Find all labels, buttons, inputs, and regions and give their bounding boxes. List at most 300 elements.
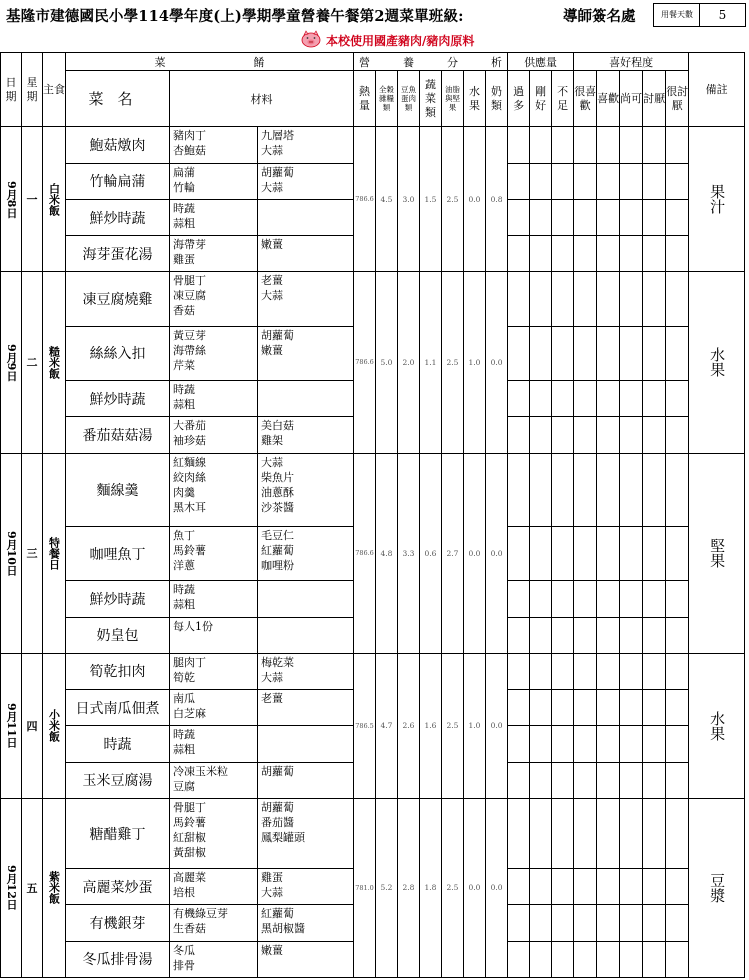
nutrition-protein: 3.3 — [398, 453, 420, 653]
preference-rating-cell[interactable] — [666, 199, 689, 235]
preference-rating-cell[interactable] — [643, 199, 666, 235]
preference-rating-cell[interactable] — [643, 762, 666, 798]
preference-rating-cell[interactable] — [643, 798, 666, 868]
weekday-cell: 五 — [22, 798, 43, 977]
dish-name: 奶皇包 — [66, 617, 170, 653]
menu-table — [0, 52, 745, 978]
preference-rating-cell[interactable] — [597, 653, 620, 689]
preference-rating-cell[interactable] — [574, 127, 597, 163]
ingredient: 蒜粗 — [173, 598, 195, 612]
ingredient: 蒜粗 — [173, 216, 195, 230]
ingredient-cell — [170, 690, 258, 726]
meal-count-label: 用餐天數 — [653, 3, 700, 27]
preference-rating-cell[interactable] — [666, 869, 689, 905]
ingredient: 紅蘿蔔 — [261, 907, 294, 921]
preference-rating-cell[interactable] — [643, 272, 666, 326]
ingredient: 胡蘿蔔 — [261, 328, 294, 342]
supply-rating-cell[interactable] — [508, 127, 530, 163]
nutrition-dairy: 0.0 — [486, 272, 508, 453]
ingredient: 馬鈴薯 — [173, 815, 206, 829]
preference-rating-cell[interactable] — [643, 381, 666, 417]
remark-cell: 水果 — [689, 272, 745, 453]
preference-rating-cell[interactable] — [666, 163, 689, 199]
header-menu-group: 菜 餚 — [66, 53, 354, 71]
preference-rating-cell[interactable] — [666, 798, 689, 868]
ingredient-cell — [258, 941, 354, 977]
supply-rating-cell[interactable] — [552, 726, 574, 762]
ingredient: 番茄醬 — [261, 815, 294, 829]
supply-rating-cell[interactable] — [530, 798, 552, 868]
preference-rating-cell[interactable] — [643, 163, 666, 199]
ingredient: 油蔥酥 — [261, 485, 294, 499]
preference-rating-cell[interactable] — [574, 869, 597, 905]
ingredient: 海帶絲 — [173, 343, 206, 357]
preference-rating-cell[interactable] — [574, 581, 597, 617]
supply-rating-cell[interactable] — [508, 869, 530, 905]
ingredient: 沙茶醬 — [261, 500, 294, 514]
supply-rating-cell[interactable] — [530, 690, 552, 726]
ingredient: 九層塔 — [261, 129, 294, 143]
supply-rating-cell[interactable] — [508, 527, 530, 581]
supply-rating-cell[interactable] — [508, 199, 530, 235]
date-cell: 9月10日 — [1, 453, 22, 653]
date-cell: 9月12日 — [1, 798, 22, 977]
weekday-cell: 三 — [22, 453, 43, 653]
date-cell: 9月9日 — [1, 272, 22, 453]
supply-rating-cell[interactable] — [530, 869, 552, 905]
preference-rating-cell[interactable] — [666, 127, 689, 163]
supply-rating-cell[interactable] — [552, 236, 574, 272]
supply-rating-cell[interactable] — [508, 941, 530, 977]
staple-cell: 小米飯 — [43, 653, 66, 798]
supply-rating-cell[interactable] — [508, 163, 530, 199]
preference-rating-cell[interactable] — [643, 127, 666, 163]
preference-rating-cell[interactable] — [597, 199, 620, 235]
supply-rating-cell[interactable] — [530, 617, 552, 653]
preference-rating-cell[interactable] — [643, 417, 666, 453]
ingredient: 南瓜 — [173, 692, 195, 706]
supply-rating-cell[interactable] — [552, 272, 574, 326]
preference-rating-cell[interactable] — [597, 905, 620, 941]
preference-rating-cell[interactable] — [597, 869, 620, 905]
preference-rating-cell[interactable] — [666, 762, 689, 798]
ingredient: 魚丁 — [173, 529, 195, 543]
weekday-cell: 二 — [22, 272, 43, 453]
supply-rating-cell[interactable] — [530, 381, 552, 417]
ingredient-cell — [170, 726, 258, 762]
preference-rating-cell[interactable] — [620, 381, 643, 417]
nutrition-dairy: 0.0 — [486, 453, 508, 653]
supply-rating-cell[interactable] — [552, 417, 574, 453]
menu-row — [1, 272, 745, 326]
teacher-signature-label: 導師簽名處 — [563, 8, 636, 25]
ingredient: 咖哩粉 — [261, 559, 294, 573]
preference-rating-cell[interactable] — [620, 272, 643, 326]
supply-rating-cell[interactable] — [508, 381, 530, 417]
nutrition-protein: 2.8 — [398, 798, 420, 977]
preference-rating-cell[interactable] — [643, 869, 666, 905]
ingredient-cell — [170, 199, 258, 235]
preference-rating-cell[interactable] — [597, 236, 620, 272]
preference-rating-cell[interactable] — [666, 381, 689, 417]
supply-rating-cell[interactable] — [530, 127, 552, 163]
header-grains: 全穀雜糧類 — [376, 71, 398, 127]
ingredient: 雞蛋 — [261, 871, 283, 885]
preference-rating-cell[interactable] — [597, 326, 620, 380]
menu-title: 基隆市建德國民小學114學年度(上)學期學童營養午餐第2週菜單班級: — [6, 8, 464, 25]
ingredient-cell — [170, 798, 258, 868]
ingredient-cell — [258, 453, 354, 526]
ingredient-cell — [258, 581, 354, 617]
preference-rating-cell[interactable] — [574, 653, 597, 689]
ingredient: 黃甜椒 — [173, 845, 206, 859]
dish-name: 麵線羹 — [66, 453, 170, 526]
preference-rating-cell[interactable] — [620, 941, 643, 977]
weekday-cell: 四 — [22, 653, 43, 798]
header-date: 日期 — [1, 53, 22, 127]
preference-rating-cell[interactable] — [574, 453, 597, 526]
preference-rating-cell[interactable] — [666, 690, 689, 726]
ingredient: 時蔬 — [173, 201, 195, 215]
preference-rating-cell[interactable] — [643, 941, 666, 977]
preference-rating-cell[interactable] — [643, 236, 666, 272]
supply-rating-cell[interactable] — [552, 617, 574, 653]
supply-rating-cell[interactable] — [508, 726, 530, 762]
preference-rating-cell[interactable] — [643, 905, 666, 941]
preference-rating-cell[interactable] — [620, 163, 643, 199]
preference-rating-cell[interactable] — [597, 417, 620, 453]
supply-rating-cell[interactable] — [552, 653, 574, 689]
ingredient: 杏鮑菇 — [173, 144, 206, 158]
supply-rating-cell[interactable] — [530, 581, 552, 617]
nutrition-calories: 786.6 — [354, 127, 376, 272]
preference-rating-cell[interactable] — [597, 381, 620, 417]
supply-rating-cell[interactable] — [552, 453, 574, 526]
ingredient-cell — [170, 617, 258, 653]
supply-rating-cell[interactable] — [552, 690, 574, 726]
supply-rating-cell[interactable] — [552, 798, 574, 868]
preference-rating-cell[interactable] — [643, 453, 666, 526]
nutrition-protein: 3.0 — [398, 127, 420, 272]
preference-rating-cell[interactable] — [620, 453, 643, 526]
ingredient: 有機綠豆芽 — [173, 907, 228, 921]
nutrition-oils: 2.5 — [442, 127, 464, 272]
preference-rating-cell[interactable] — [574, 417, 597, 453]
header-supply-group: 供應量 — [508, 53, 574, 71]
preference-rating-cell[interactable] — [574, 272, 597, 326]
supply-rating-cell[interactable] — [530, 272, 552, 326]
nutrition-calories: 786.6 — [354, 453, 376, 653]
ingredient: 生香菇 — [173, 922, 206, 936]
supply-rating-cell[interactable] — [508, 326, 530, 380]
staple-cell: 糙米飯 — [43, 272, 66, 453]
supply-rating-cell[interactable] — [530, 653, 552, 689]
supply-rating-cell[interactable] — [508, 272, 530, 326]
preference-rating-cell[interactable] — [574, 798, 597, 868]
ingredient: 雞架 — [261, 434, 283, 448]
staple-cell: 特餐日 — [43, 453, 66, 653]
nutrition-calories: 786.6 — [354, 272, 376, 453]
ingredient-cell — [170, 236, 258, 272]
preference-rating-cell[interactable] — [666, 726, 689, 762]
header-nutrition-group: 營 養 分 析 — [354, 53, 508, 71]
supply-rating-cell[interactable] — [552, 381, 574, 417]
preference-rating-cell[interactable] — [666, 617, 689, 653]
preference-rating-cell[interactable] — [643, 726, 666, 762]
preference-rating-cell[interactable] — [666, 905, 689, 941]
menu-row — [1, 653, 745, 689]
menu-row — [1, 798, 745, 868]
ingredient-cell — [258, 163, 354, 199]
ingredient: 嫩薑 — [261, 343, 283, 357]
preference-rating-cell[interactable] — [597, 453, 620, 526]
dish-name: 玉米豆腐湯 — [66, 762, 170, 798]
preference-rating-cell[interactable] — [666, 326, 689, 380]
header-like: 喜歡 — [597, 71, 620, 127]
ingredient-cell — [258, 798, 354, 868]
preference-rating-cell[interactable] — [620, 653, 643, 689]
preference-rating-cell[interactable] — [643, 653, 666, 689]
supply-rating-cell[interactable] — [508, 581, 530, 617]
supply-rating-cell[interactable] — [508, 653, 530, 689]
supply-rating-cell[interactable] — [530, 199, 552, 235]
ingredient: 鳳梨罐頭 — [261, 830, 305, 844]
nutrition-vegetables: 1.8 — [420, 798, 442, 977]
ingredient: 芹菜 — [173, 358, 195, 372]
ingredient: 黃豆芽 — [173, 328, 206, 342]
nutrition-protein: 2.0 — [398, 272, 420, 453]
preference-rating-cell[interactable] — [574, 199, 597, 235]
ingredient: 袖珍菇 — [173, 434, 206, 448]
preference-rating-cell[interactable] — [666, 941, 689, 977]
ingredient-cell — [170, 762, 258, 798]
ingredient: 高麗菜 — [173, 871, 206, 885]
supply-rating-cell[interactable] — [530, 417, 552, 453]
preference-rating-cell[interactable] — [597, 690, 620, 726]
ingredient: 骨腿丁 — [173, 800, 206, 814]
supply-rating-cell[interactable] — [530, 163, 552, 199]
preference-rating-cell[interactable] — [666, 581, 689, 617]
nutrition-fruit: 1.0 — [464, 272, 486, 453]
dish-name: 竹輪扁蒲 — [66, 163, 170, 199]
ingredient: 時蔬 — [173, 583, 195, 597]
supply-rating-cell[interactable] — [552, 762, 574, 798]
preference-rating-cell[interactable] — [666, 272, 689, 326]
preference-rating-cell[interactable] — [574, 690, 597, 726]
supply-rating-cell[interactable] — [530, 527, 552, 581]
supply-rating-cell[interactable] — [530, 941, 552, 977]
meal-count-value: 5 — [699, 3, 746, 27]
ingredient: 老薑 — [261, 274, 283, 288]
ingredient: 海帶芽 — [173, 238, 206, 252]
preference-rating-cell[interactable] — [620, 762, 643, 798]
ingredient: 大蒜 — [261, 289, 283, 303]
header-preference-group: 喜好程度 — [574, 53, 689, 71]
preference-rating-cell[interactable] — [620, 617, 643, 653]
pig-icon — [300, 30, 322, 48]
preference-rating-cell[interactable] — [620, 127, 643, 163]
preference-rating-cell[interactable] — [574, 726, 597, 762]
ingredient-cell — [170, 163, 258, 199]
nutrition-calories: 786.5 — [354, 653, 376, 798]
preference-rating-cell[interactable] — [574, 326, 597, 380]
supply-rating-cell[interactable] — [552, 127, 574, 163]
preference-rating-cell[interactable] — [597, 941, 620, 977]
supply-rating-cell[interactable] — [508, 798, 530, 868]
preference-rating-cell[interactable] — [574, 617, 597, 653]
supply-rating-cell[interactable] — [552, 527, 574, 581]
preference-rating-cell[interactable] — [666, 417, 689, 453]
preference-rating-cell[interactable] — [620, 581, 643, 617]
preference-rating-cell[interactable] — [643, 581, 666, 617]
ingredient: 時蔬 — [173, 383, 195, 397]
preference-rating-cell[interactable] — [597, 272, 620, 326]
preference-rating-cell[interactable] — [574, 941, 597, 977]
preference-rating-cell[interactable] — [620, 417, 643, 453]
preference-rating-cell[interactable] — [620, 726, 643, 762]
ingredient: 竹輪 — [173, 180, 195, 194]
supply-rating-cell[interactable] — [530, 236, 552, 272]
title-row — [0, 0, 749, 28]
supply-rating-cell[interactable] — [530, 762, 552, 798]
preference-rating-cell[interactable] — [597, 617, 620, 653]
ingredient: 黑木耳 — [173, 500, 206, 514]
preference-rating-cell[interactable] — [666, 236, 689, 272]
preference-rating-cell[interactable] — [597, 527, 620, 581]
dish-name: 鮮炒時蔬 — [66, 381, 170, 417]
preference-rating-cell[interactable] — [620, 798, 643, 868]
preference-rating-cell[interactable] — [666, 527, 689, 581]
ingredient-cell — [170, 653, 258, 689]
header-protein: 豆魚蛋肉類 — [398, 71, 420, 127]
header-calories: 熱量 — [354, 71, 376, 127]
nutrition-calories: 781.0 — [354, 798, 376, 977]
preference-rating-cell[interactable] — [574, 236, 597, 272]
ingredient: 絞肉絲 — [173, 470, 206, 484]
preference-rating-cell[interactable] — [620, 527, 643, 581]
dish-name: 番茄菇菇湯 — [66, 417, 170, 453]
preference-rating-cell[interactable] — [620, 690, 643, 726]
supply-rating-cell[interactable] — [552, 581, 574, 617]
ingredient: 豆腐 — [173, 779, 195, 793]
supply-rating-cell[interactable] — [530, 726, 552, 762]
dish-name: 有機銀芽 — [66, 905, 170, 941]
supply-rating-cell[interactable] — [508, 690, 530, 726]
preference-rating-cell[interactable] — [574, 905, 597, 941]
preference-rating-cell[interactable] — [666, 653, 689, 689]
ingredient: 大番茄 — [173, 419, 206, 433]
ingredient-cell — [258, 762, 354, 798]
ingredient: 骨腿丁 — [173, 274, 206, 288]
nutrition-protein: 2.6 — [398, 653, 420, 798]
staple-cell: 白米飯 — [43, 127, 66, 272]
preference-rating-cell[interactable] — [597, 581, 620, 617]
staple-cell: 紫米飯 — [43, 798, 66, 977]
preference-rating-cell[interactable] — [643, 527, 666, 581]
supply-rating-cell[interactable] — [508, 236, 530, 272]
nutrition-oils: 2.5 — [442, 653, 464, 798]
ingredient: 凍豆腐 — [173, 289, 206, 303]
header-dish-name: 菜名 — [66, 71, 170, 127]
nutrition-grains: 4.8 — [376, 453, 398, 653]
ingredient-cell — [258, 272, 354, 326]
supply-rating-cell[interactable] — [530, 326, 552, 380]
preference-rating-cell[interactable] — [574, 163, 597, 199]
preference-rating-cell[interactable] — [643, 617, 666, 653]
ingredient-cell — [258, 527, 354, 581]
preference-rating-cell[interactable] — [666, 453, 689, 526]
preference-rating-cell[interactable] — [597, 762, 620, 798]
nutrition-dairy: 0.0 — [486, 653, 508, 798]
header-fruit: 水果 — [464, 71, 486, 127]
supply-rating-cell[interactable] — [552, 869, 574, 905]
header-vegetables: 蔬菜類 — [420, 71, 442, 127]
preference-rating-cell[interactable] — [620, 236, 643, 272]
ingredient-cell — [258, 869, 354, 905]
supply-rating-cell[interactable] — [552, 163, 574, 199]
supply-rating-cell[interactable] — [552, 905, 574, 941]
nutrition-fruit: 0.0 — [464, 453, 486, 653]
ingredient: 白芝麻 — [173, 707, 206, 721]
supply-rating-cell[interactable] — [508, 617, 530, 653]
ingredient: 大蒜 — [261, 886, 283, 900]
remark-cell: 果汁 — [689, 127, 745, 272]
preference-rating-cell[interactable] — [597, 163, 620, 199]
ingredient-cell — [170, 417, 258, 453]
preference-rating-cell[interactable] — [597, 726, 620, 762]
preference-rating-cell[interactable] — [620, 199, 643, 235]
preference-rating-cell[interactable] — [574, 381, 597, 417]
supply-rating-cell[interactable] — [530, 905, 552, 941]
supply-rating-cell[interactable] — [530, 453, 552, 526]
preference-rating-cell[interactable] — [620, 869, 643, 905]
preference-rating-cell[interactable] — [620, 326, 643, 380]
date-cell: 9月8日 — [1, 127, 22, 272]
menu-row — [1, 127, 745, 163]
ingredient: 大蒜 — [261, 455, 283, 469]
preference-rating-cell[interactable] — [574, 762, 597, 798]
supply-rating-cell[interactable] — [552, 941, 574, 977]
header-ok: 尚可 — [620, 71, 643, 127]
ingredient-cell — [258, 690, 354, 726]
ingredient-cell — [170, 581, 258, 617]
preference-rating-cell[interactable] — [643, 690, 666, 726]
ingredient-cell — [258, 127, 354, 163]
nutrition-dairy: 0.8 — [486, 127, 508, 272]
supply-rating-cell[interactable] — [508, 453, 530, 526]
preference-rating-cell[interactable] — [620, 905, 643, 941]
dish-name: 凍豆腐燒雞 — [66, 272, 170, 326]
ingredient: 蒜粗 — [173, 398, 195, 412]
supply-rating-cell[interactable] — [508, 417, 530, 453]
ingredient: 蒜粗 — [173, 743, 195, 757]
header-dislike: 討厭 — [643, 71, 666, 127]
dish-name: 絲絲入扣 — [66, 326, 170, 380]
dish-name: 日式南瓜佃煮 — [66, 690, 170, 726]
supply-rating-cell[interactable] — [552, 326, 574, 380]
ingredient: 老薑 — [261, 692, 283, 706]
supply-rating-cell[interactable] — [508, 762, 530, 798]
dish-name: 糖醋雞丁 — [66, 798, 170, 868]
preference-rating-cell[interactable] — [597, 127, 620, 163]
header-dairy: 奶類 — [486, 71, 508, 127]
ingredient: 豬肉丁 — [173, 129, 206, 143]
supply-rating-cell[interactable] — [552, 199, 574, 235]
preference-rating-cell[interactable] — [574, 527, 597, 581]
preference-rating-cell[interactable] — [597, 798, 620, 868]
preference-rating-cell[interactable] — [643, 326, 666, 380]
supply-rating-cell[interactable] — [508, 905, 530, 941]
